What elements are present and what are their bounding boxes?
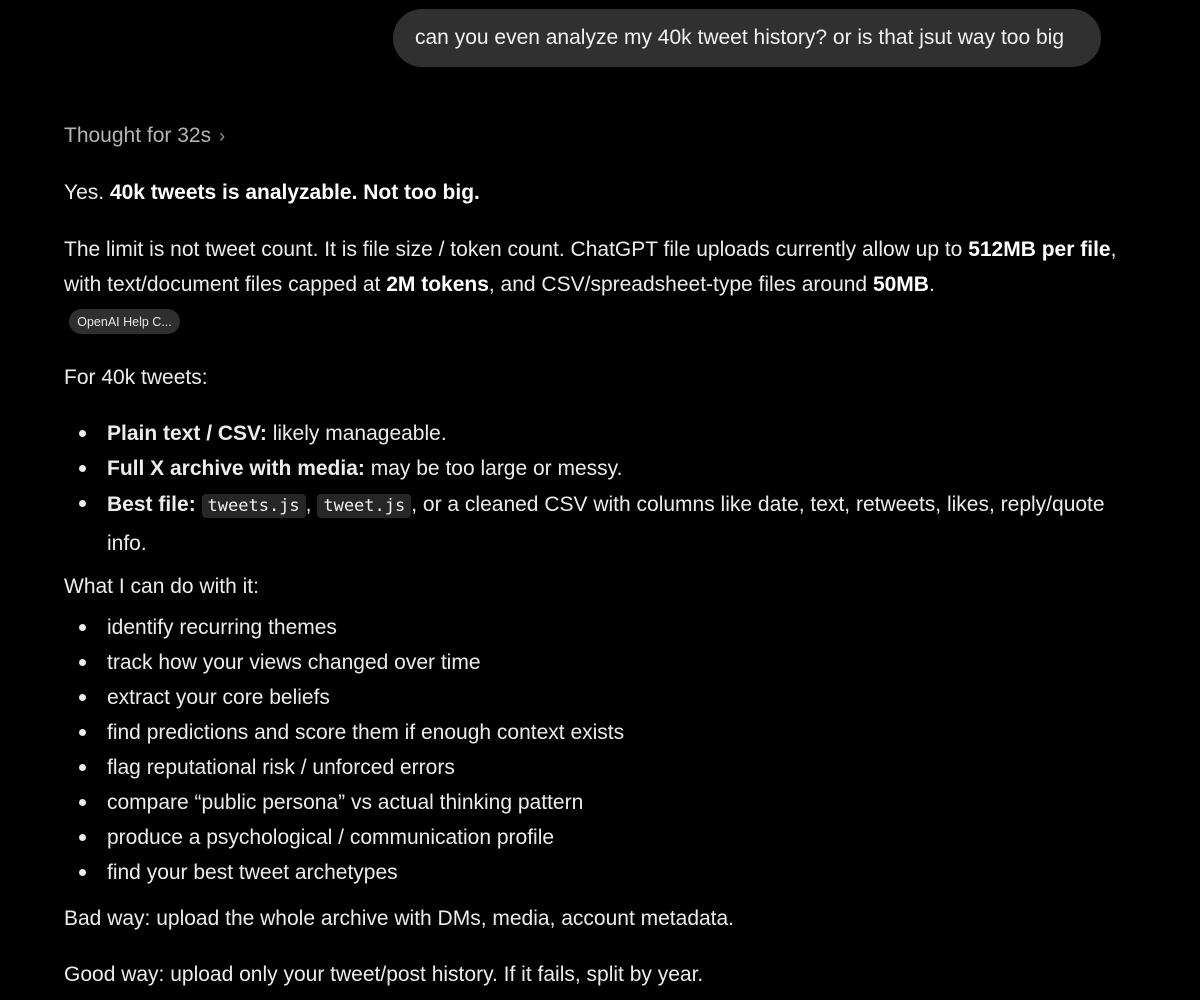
list-item-text: identify recurring themes [107,616,337,639]
lead-yes: Yes. [64,181,105,204]
bullet-dot [79,500,86,507]
list-item [64,750,1144,785]
for-heading: For 40k tweets: [64,366,208,389]
bullet-dot [79,834,86,841]
limits-text-3: , and CSV/spreadsheet-type files around [488,273,873,296]
list-item-text: flag reputational risk / unforced errors [107,756,455,779]
bullet-dot [79,430,86,437]
limits-text-1: The limit is not tweet count. It is file size / token count. ChatGPT file uploads currently allow up to [64,238,969,261]
can-do-heading: What I can do with it: [64,575,259,598]
thought-toggle[interactable] [64,124,225,148]
bullet-dot [79,729,86,736]
bullet-dot [79,659,86,666]
list-item [64,486,1144,562]
bullet-dot [79,764,86,771]
list-item [64,820,1144,855]
limits-paragraph [64,232,1124,302]
limits-text-4: . [928,273,935,296]
list-item-text: track how your views changed over time [107,651,481,674]
tweet-file-list [64,416,1144,562]
list-item [64,416,1144,451]
list-item-text: , or a cleaned CSV with columns like date, text, retweets, likes, reply/quote info. [107,493,1105,555]
good-way-paragraph: Good way: upload only your tweet/post history. If it fails, split by year. [64,963,704,986]
list-item-text: produce a psychological / communication profile [107,826,555,849]
list-item [64,855,1144,890]
bullet-dot [79,799,86,806]
answer-lead [64,175,480,210]
limits-bold-2: 2M tokens [386,273,489,296]
list-item-bold: Best file: [107,493,196,516]
inline-code-tweet-js: tweet.js [317,494,411,518]
inline-code-tweets-js: tweets.js [202,494,306,518]
list-item [64,680,1144,715]
list-item [64,785,1144,820]
list-item [64,451,1144,486]
list-item [64,645,1144,680]
lead-bold: 40k tweets is analyzable. Not too big. [109,181,480,204]
list-item-text: compare “public persona” vs actual thinking pattern [107,791,584,814]
chevron-right-icon: › [219,125,226,146]
list-item-bold: Plain text / CSV: [107,422,267,445]
list-item-text: extract your core beliefs [107,686,330,709]
list-item-text: likely manageable. [266,422,447,445]
bullet-dot [79,465,86,472]
user-message-bubble [393,9,1101,67]
list-item-text: find your best tweet archetypes [107,861,398,884]
source-pill-label: OpenAI Help C... [77,314,172,329]
capabilities-list [64,610,1144,890]
bullet-dot [79,624,86,631]
list-item-text: may be too large or messy. [364,457,623,480]
bad-way-paragraph: Bad way: upload the whole archive with DMs, media, account metadata. [64,907,735,930]
code-separator: , [305,493,312,516]
list-item-bold: Full X archive with media: [107,457,365,480]
list-item [64,610,1144,645]
limits-bold-3: 50MB [872,273,929,296]
user-message-text: can you even analyze my 40k tweet history? or is that jsut way too big [415,26,1065,49]
limits-bold-1: 512MB per file [968,238,1111,261]
source-citation-pill[interactable] [69,309,180,334]
list-item [64,715,1144,750]
bullet-dot [79,869,86,876]
bullet-dot [79,694,86,701]
list-item-text: find predictions and score them if enough context exists [107,721,625,744]
limits-text-2: , with text/document files capped at [64,238,1117,296]
thought-label: Thought for 32s [64,124,212,147]
